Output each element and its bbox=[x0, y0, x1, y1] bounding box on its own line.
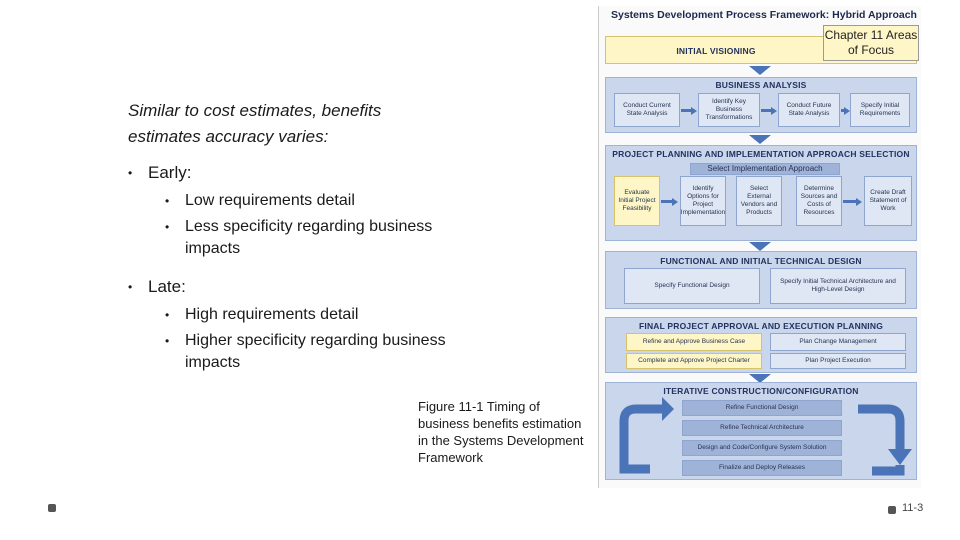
cycle-arrow-left-icon bbox=[614, 393, 674, 477]
construction-box-code: Design and Code/Configure System Solution bbox=[682, 440, 842, 456]
phase-project-planning bbox=[605, 145, 917, 241]
approval-title: FINAL PROJECT APPROVAL AND EXECUTION PLANNING bbox=[638, 321, 884, 331]
design-title: FUNCTIONAL AND INITIAL TECHNICAL DESIGN bbox=[660, 256, 862, 266]
down-arrow-icon bbox=[749, 135, 771, 144]
ba-box-transformations: Identify Key Business Transformations bbox=[698, 93, 760, 127]
approval-box-charter: Complete and Approve Project Charter bbox=[626, 353, 762, 369]
phase-functional-design bbox=[605, 251, 917, 309]
focus-note: Chapter 11 Areas of Focus bbox=[823, 25, 919, 61]
phase-final-approval bbox=[605, 317, 917, 373]
figure-caption: Figure 11-1 Timing of business benefits estimation in the Systems Development Framework bbox=[418, 399, 584, 465]
footer-left-dot-icon bbox=[48, 504, 56, 512]
bullet-late-detail: • High requirements detail bbox=[165, 304, 478, 326]
planning-box-sow: Create Draft Statement of Work bbox=[864, 176, 912, 226]
down-arrow-icon bbox=[749, 242, 771, 251]
design-box-functional: Specify Functional Design bbox=[624, 268, 760, 304]
bullet-list bbox=[128, 156, 478, 374]
planning-subtitle: Select Implementation Approach bbox=[690, 163, 840, 175]
planning-box-vendors: Select External Vendors and Products bbox=[736, 176, 782, 226]
ba-box-future-state: Conduct Future State Analysis bbox=[778, 93, 840, 127]
footer-right-dot-icon bbox=[888, 506, 896, 514]
down-arrow-icon bbox=[749, 66, 771, 75]
planning-box-feasibility: Evaluate Initial Project Feasibility bbox=[614, 176, 660, 226]
bullet-early: • Early: bbox=[128, 160, 478, 186]
construction-box-deploy: Finalize and Deploy Releases bbox=[682, 460, 842, 476]
planning-title: PROJECT PLANNING AND IMPLEMENTATION APPROACH SELECTION bbox=[612, 149, 910, 159]
framework-figure bbox=[598, 6, 921, 488]
approval-box-business-case: Refine and Approve Business Case bbox=[626, 333, 762, 351]
construction-box-technical: Refine Technical Architecture bbox=[682, 420, 842, 436]
bullet-late-specificity: • Higher specificity regarding business impacts bbox=[165, 330, 478, 374]
cycle-arrow-right-icon bbox=[852, 393, 912, 477]
phase-business-analysis bbox=[605, 77, 917, 133]
page-number: 11-3 bbox=[902, 502, 924, 514]
bullet-early-specificity: • Less specificity regarding business impacts bbox=[165, 216, 478, 260]
ba-box-initial-requirements: Specify Initial Requirements bbox=[850, 93, 910, 127]
approval-box-execution: Plan Project Execution bbox=[770, 353, 906, 369]
bullet-late: • Late: bbox=[128, 274, 478, 300]
business-analysis-title: BUSINESS ANALYSIS bbox=[715, 80, 807, 90]
slide-heading: Similar to cost estimates, benefits estimates accuracy varies: bbox=[128, 101, 382, 146]
construction-title: ITERATIVE CONSTRUCTION/CONFIGURATION bbox=[663, 386, 859, 396]
approval-box-change-management: Plan Change Management bbox=[770, 333, 906, 351]
initial-visioning-label: INITIAL VISIONING bbox=[676, 46, 756, 56]
figure-title: Systems Development Process Framework: Hybrid Approach bbox=[611, 9, 917, 21]
design-box-technical: Specify Initial Technical Architecture and High-Level Design bbox=[770, 268, 906, 304]
planning-box-options: Identify Options for Project Implementation bbox=[680, 176, 726, 226]
ba-box-current-state: Conduct Current State Analysis bbox=[614, 93, 680, 127]
phase-iterative-construction bbox=[605, 382, 917, 480]
planning-box-resources: Determine Sources and Costs of Resources bbox=[796, 176, 842, 226]
bullet-early-detail: • Low requirements detail bbox=[165, 190, 478, 212]
construction-box-functional: Refine Functional Design bbox=[682, 400, 842, 416]
